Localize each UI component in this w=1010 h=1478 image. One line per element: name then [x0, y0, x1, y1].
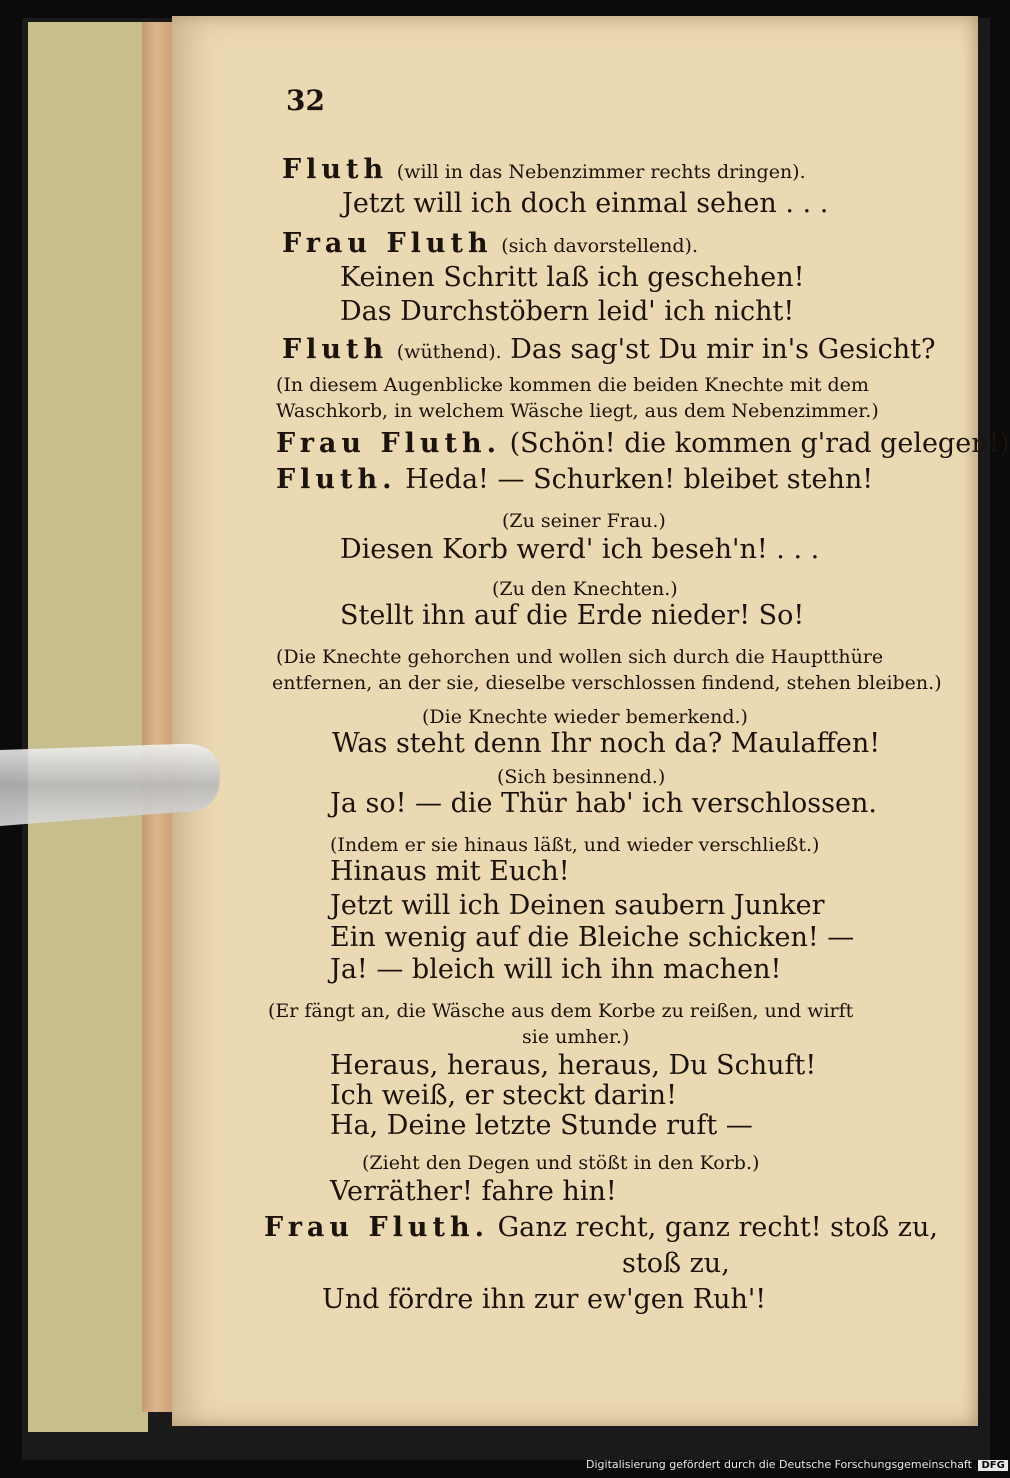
speaker-name: Frau Fluth. [264, 1212, 490, 1243]
verse-text: Heda! — Schurken! bleibet stehn! [405, 464, 874, 495]
verse-text: Heraus, heraus, heraus, Du Schuft! [330, 1050, 817, 1081]
verse-text: Ja so! — die Thür hab' ich verschlossen. [330, 788, 877, 819]
text-line [282, 228, 698, 262]
verse-text: Diesen Korb werd' ich beseh'n! . . . [340, 534, 820, 565]
verse-text: Das Durchstöbern leid' ich nicht! [340, 296, 795, 327]
verse-text: Jetzt will ich Deinen saubern Junker [330, 890, 825, 921]
book-cover-left [28, 22, 148, 1432]
text-line [362, 1146, 759, 1179]
text-line [330, 922, 854, 954]
text-line [340, 534, 819, 566]
verse-text: Keinen Schritt laß ich geschehen! [340, 262, 805, 293]
text-line [272, 666, 942, 699]
stage-direction: (Indem er sie hinaus läßt, und wieder verschließt.) [330, 834, 820, 856]
verse-text: Ein wenig auf die Bleiche schicken! — [330, 922, 855, 953]
verse-text: Ganz recht, ganz recht! stoß zu, [497, 1212, 938, 1243]
stage-direction: entfernen, an der sie, dieselbe verschlossen findend, stehen bleiben.) [272, 672, 942, 694]
text-line [276, 428, 1010, 460]
stage-direction: sie umher.) [522, 1026, 630, 1048]
speaker-name: Fluth [282, 154, 389, 185]
verse-text: Hinaus mit Euch! [330, 856, 570, 887]
speaker-name: Frau Fluth. [276, 428, 502, 459]
stage-direction: (will in das Nebenzimmer rechts dringen). [396, 161, 806, 183]
text-line [322, 1284, 766, 1316]
text-line [522, 1020, 629, 1053]
stage-direction: (Sich besinnend.) [497, 766, 666, 788]
speaker-name: Fluth [282, 334, 389, 365]
text-line [622, 1248, 730, 1280]
text-line [276, 464, 873, 496]
text-line [330, 788, 877, 820]
text-line [330, 856, 570, 888]
text-line [340, 600, 804, 632]
verse-text: Jetzt will ich doch einmal sehen . . . [342, 188, 829, 219]
text-line [332, 728, 880, 760]
stage-direction: Waschkorb, in welchem Wäsche liegt, aus dem Nebenzimmer.) [276, 400, 879, 422]
footer-credit: Digitalisierung gefördert durch die Deutsche Forschungsgemeinschaft [586, 1458, 972, 1471]
text-line [282, 154, 806, 188]
stage-direction: (Zu seiner Frau.) [502, 510, 666, 532]
stage-direction: (Die Knechte gehorchen und wollen sich durch die Hauptthüre [276, 646, 884, 668]
verse-text: Stellt ihn auf die Erde nieder! So! [340, 600, 805, 631]
text-line [330, 1176, 617, 1208]
verse-text: Ich weiß, er steckt darin! [330, 1080, 677, 1111]
verse-text: stoß zu, [622, 1248, 730, 1279]
verse-text: Ha, Deine letzte Stunde ruft — [330, 1110, 753, 1141]
stage-direction: (Die Knechte wieder bemerkend.) [422, 706, 748, 728]
text-line [330, 954, 781, 986]
verse-text: Und fördre ihn zur ew'gen Ruh'! [322, 1284, 767, 1315]
page-number: 32 [286, 84, 325, 117]
verse-text: Das sag'st Du mir in's Gesicht? [510, 334, 936, 365]
verse-text: Ja! — bleich will ich ihn machen! [330, 954, 782, 985]
text-line [502, 504, 666, 537]
digitization-footer [586, 1458, 1008, 1471]
stage-direction: (Er fängt an, die Wäsche aus dem Korbe zu reißen, und wirft [268, 1000, 854, 1022]
dfg-logo: DFG [978, 1460, 1007, 1471]
text-line [340, 296, 794, 328]
stage-direction: (sich davorstellend). [501, 235, 698, 257]
verse-text: (Schön! die kommen g'rad gelegen!) [509, 428, 1010, 459]
text-line [330, 1080, 677, 1112]
verse-text: Verräther! fahre hin! [330, 1176, 617, 1207]
text-line [276, 394, 879, 427]
verse-text: Was steht denn Ihr noch da? Maulaffen! [332, 728, 881, 759]
text-line [340, 262, 805, 294]
stage-direction: (Zu den Knechten.) [492, 578, 678, 600]
text-line [342, 188, 828, 220]
text-line [330, 1050, 816, 1082]
speaker-name: Frau Fluth [282, 228, 493, 259]
stage-direction: (Zieht den Degen und stößt in den Korb.) [362, 1152, 760, 1174]
text-line [282, 334, 936, 368]
book-page [172, 16, 1010, 1426]
speaker-name: Fluth. [276, 464, 397, 495]
stage-direction: (In diesem Augenblicke kommen die beiden Knechte mit dem [276, 374, 869, 396]
text-line [330, 890, 825, 922]
text-line [330, 1110, 753, 1142]
text-line [264, 1212, 938, 1244]
stage-direction: (wüthend). [396, 341, 502, 363]
